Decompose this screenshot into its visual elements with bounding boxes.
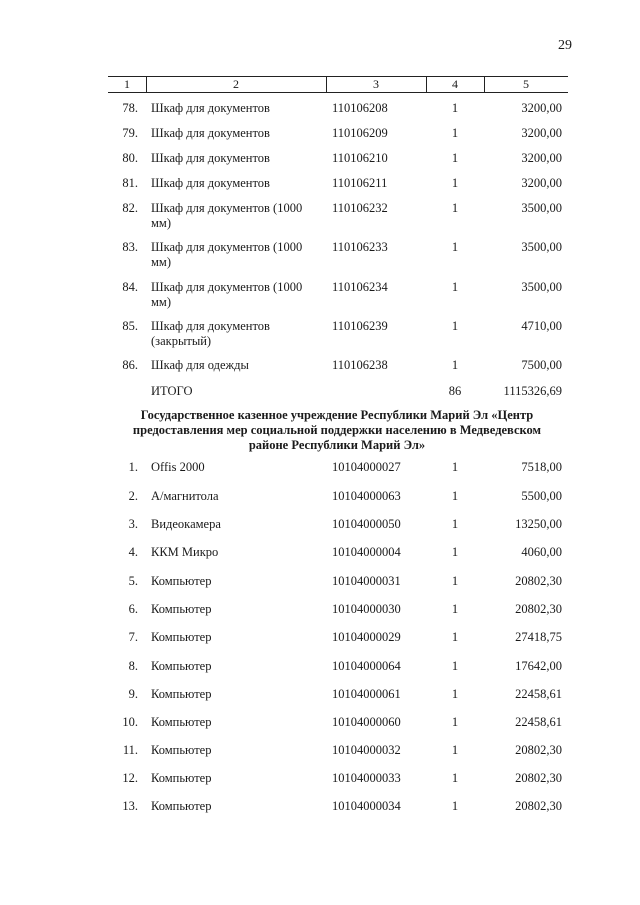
item-sum: 3500,00 [521, 240, 562, 254]
item-name: Шкаф для документов [151, 101, 270, 115]
row-number: 10. [122, 715, 138, 729]
row-number: 81. [122, 176, 138, 190]
item-quantity: 1 [451, 358, 459, 372]
item-sum: 5500,00 [521, 489, 562, 503]
item-name: Шкаф для документов [151, 151, 270, 165]
item-name: Шкаф для документов [151, 176, 270, 190]
row-number: 8. [128, 659, 138, 673]
item-sum: 22458,61 [515, 687, 562, 701]
row-number: 3. [128, 517, 138, 531]
item-sum: 20802,30 [515, 574, 562, 588]
row-number: 4. [128, 545, 138, 559]
item-sum: 3200,00 [521, 101, 562, 115]
item-sum: 3500,00 [521, 201, 562, 215]
item-sum: 3200,00 [521, 126, 562, 140]
item-name: ККМ Микро [151, 545, 219, 559]
inventory-code: 10104000032 [332, 743, 401, 757]
table-header [108, 76, 568, 93]
inventory-code: 110106208 [332, 101, 388, 115]
item-quantity: 1 [451, 176, 459, 190]
item-sum: 20802,30 [515, 602, 562, 616]
item-quantity: 1 [451, 574, 459, 588]
item-sum: 7518,00 [521, 460, 562, 474]
item-sum: 22458,61 [515, 715, 562, 729]
inventory-code: 10104000027 [332, 460, 401, 474]
inventory-code: 10104000050 [332, 517, 401, 531]
item-name: Компьютер [151, 630, 212, 644]
inventory-code: 10104000063 [332, 489, 401, 503]
row-number: 82. [122, 201, 138, 215]
row-number: 78. [122, 101, 138, 115]
row-number: 1. [128, 460, 138, 474]
item-sum: 3200,00 [521, 176, 562, 190]
row-number: 9. [128, 687, 138, 701]
item-name: Шкаф для документов (закрытый) [151, 319, 270, 348]
column-header: 4 [452, 77, 458, 91]
inventory-code: 10104000034 [332, 799, 401, 813]
item-name: Компьютер [151, 743, 212, 757]
inventory-code: 110106209 [332, 126, 388, 140]
inventory-code: 110106232 [332, 201, 388, 215]
section-title: Государственное казенное учреждение Республики Марий Эл «Центр предоставления мер социальной поддержки населению в Медведевском районе Республики Марий Эл» [132, 408, 542, 452]
total-qty: 86 [448, 384, 462, 398]
item-name: Шкаф для документов (1000 мм) [151, 280, 303, 309]
item-quantity: 1 [451, 280, 459, 294]
row-number: 2. [128, 489, 138, 503]
row-number: 6. [128, 602, 138, 616]
inventory-code: 10104000033 [332, 771, 401, 785]
column-header: 1 [124, 77, 130, 91]
inventory-code: 10104000064 [332, 659, 401, 673]
item-name: Компьютер [151, 771, 212, 785]
inventory-code: 10104000004 [332, 545, 401, 559]
item-quantity: 1 [451, 545, 459, 559]
column-header: 2 [233, 77, 239, 91]
item-name: Шкаф для документов (1000 мм) [151, 201, 303, 230]
column-header: 3 [373, 77, 379, 91]
inventory-code: 110106238 [332, 358, 388, 372]
row-number: 12. [122, 771, 138, 785]
total-label: ИТОГО [151, 384, 193, 398]
item-quantity: 1 [451, 240, 459, 254]
inventory-code: 110106239 [332, 319, 388, 333]
item-sum: 17642,00 [515, 659, 562, 673]
item-quantity: 1 [451, 630, 459, 644]
item-name: Шкаф для документов [151, 126, 270, 140]
inventory-code: 110106234 [332, 280, 388, 294]
item-quantity: 1 [451, 489, 459, 503]
item-quantity: 1 [451, 101, 459, 115]
column-header: 5 [523, 77, 529, 91]
item-quantity: 1 [451, 151, 459, 165]
item-sum: 20802,30 [515, 799, 562, 813]
item-sum: 13250,00 [515, 517, 562, 531]
item-quantity: 1 [451, 659, 459, 673]
inventory-code: 110106210 [332, 151, 388, 165]
inventory-code: 10104000031 [332, 574, 401, 588]
inventory-code: 110106211 [332, 176, 388, 190]
item-quantity: 1 [451, 715, 459, 729]
item-sum: 3500,00 [521, 280, 562, 294]
row-number: 86. [122, 358, 138, 372]
row-number: 85. [122, 319, 138, 333]
row-number: 11. [122, 743, 138, 757]
row-number: 84. [122, 280, 138, 294]
inventory-code: 10104000060 [332, 715, 401, 729]
item-name: Компьютер [151, 799, 212, 813]
item-quantity: 1 [451, 319, 459, 333]
item-name: Шкаф для одежды [151, 358, 249, 372]
item-sum: 20802,30 [515, 771, 562, 785]
item-sum: 7500,00 [521, 358, 562, 372]
row-number: 7. [128, 630, 138, 644]
item-name: Шкаф для документов (1000 мм) [151, 240, 303, 269]
row-number: 5. [128, 574, 138, 588]
item-quantity: 1 [451, 126, 459, 140]
row-number: 79. [122, 126, 138, 140]
item-quantity: 1 [451, 743, 459, 757]
item-quantity: 1 [451, 460, 459, 474]
total-sum: 1115326,69 [503, 384, 562, 398]
item-sum: 27418,75 [515, 630, 562, 644]
row-number: 13. [122, 799, 138, 813]
item-sum: 4710,00 [521, 319, 562, 333]
inventory-code: 110106233 [332, 240, 388, 254]
item-name: Offis 2000 [151, 460, 205, 474]
inventory-code: 10104000029 [332, 630, 401, 644]
item-quantity: 1 [451, 602, 459, 616]
item-name: Компьютер [151, 715, 212, 729]
item-quantity: 1 [451, 687, 459, 701]
page-number: 29 [558, 38, 572, 53]
item-sum: 3200,00 [521, 151, 562, 165]
item-name: Компьютер [151, 602, 212, 616]
item-name: А/магнитола [151, 489, 219, 503]
row-number: 83. [122, 240, 138, 254]
inventory-code: 10104000030 [332, 602, 401, 616]
item-quantity: 1 [451, 517, 459, 531]
item-quantity: 1 [451, 771, 459, 785]
inventory-code: 10104000061 [332, 687, 401, 701]
item-name: Компьютер [151, 659, 212, 673]
item-quantity: 1 [451, 799, 459, 813]
row-number: 80. [122, 151, 138, 165]
item-name: Компьютер [151, 574, 212, 588]
item-name: Компьютер [151, 687, 212, 701]
item-sum: 4060,00 [521, 545, 562, 559]
item-name: Видеокамера [151, 517, 221, 531]
item-sum: 20802,30 [515, 743, 562, 757]
item-quantity: 1 [451, 201, 459, 215]
